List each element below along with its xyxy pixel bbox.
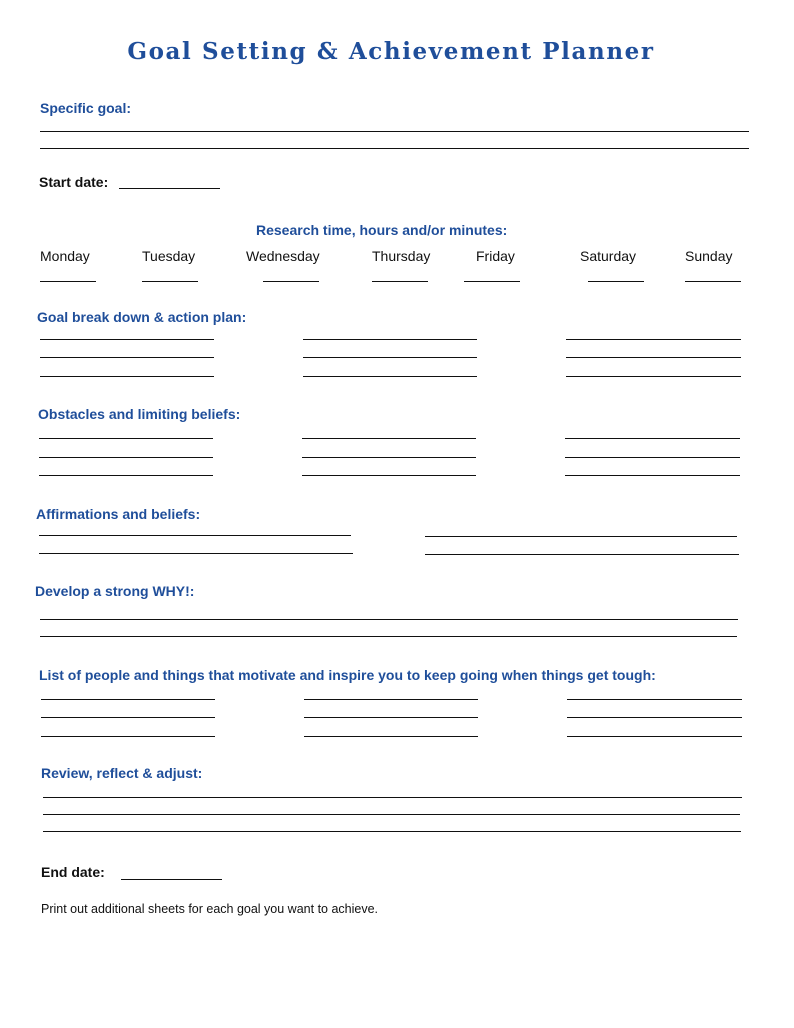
breakdown-line[interactable]	[303, 339, 477, 340]
day-label-sunday: Sunday	[685, 248, 733, 264]
day-label-wednesday: Wednesday	[246, 248, 320, 264]
wednesday-time-line[interactable]	[263, 281, 319, 282]
review-line[interactable]	[43, 797, 742, 798]
research-time-label: Research time, hours and/or minutes:	[256, 222, 508, 238]
why-label: Develop a strong WHY!:	[35, 583, 195, 599]
page-title: Goal Setting & Achievement Planner	[127, 38, 655, 65]
specific-goal-line[interactable]	[40, 148, 749, 149]
review-line[interactable]	[43, 831, 741, 832]
obstacles-line[interactable]	[39, 457, 213, 458]
people-line[interactable]	[567, 736, 742, 737]
people-line[interactable]	[567, 717, 742, 718]
obstacles-line[interactable]	[302, 475, 476, 476]
end-date-line[interactable]	[121, 879, 222, 880]
saturday-time-line[interactable]	[588, 281, 644, 282]
people-line[interactable]	[304, 736, 478, 737]
affirmations-line[interactable]	[425, 536, 737, 537]
obstacles-line[interactable]	[302, 438, 476, 439]
breakdown-line[interactable]	[566, 339, 741, 340]
footer-note: Print out additional sheets for each goal you want to achieve.	[41, 902, 379, 916]
specific-goal-label: Specific goal:	[40, 100, 132, 116]
breakdown-label: Goal break down & action plan:	[37, 309, 247, 325]
affirmations-label: Affirmations and beliefs:	[36, 506, 201, 522]
day-label-thursday: Thursday	[372, 248, 431, 264]
day-label-saturday: Saturday	[580, 248, 637, 264]
thursday-time-line[interactable]	[372, 281, 428, 282]
affirmations-line[interactable]	[39, 553, 353, 554]
day-label-friday: Friday	[476, 248, 515, 264]
day-label-monday: Monday	[40, 248, 90, 264]
day-label-tuesday: Tuesday	[142, 248, 196, 264]
obstacles-line[interactable]	[39, 475, 213, 476]
start-date-line[interactable]	[119, 188, 220, 189]
affirmations-line[interactable]	[425, 554, 739, 555]
end-date-label: End date:	[41, 864, 105, 880]
people-line[interactable]	[41, 699, 215, 700]
breakdown-line[interactable]	[566, 376, 741, 377]
review-line[interactable]	[43, 814, 740, 815]
obstacles-line[interactable]	[39, 438, 213, 439]
breakdown-line[interactable]	[566, 357, 741, 358]
breakdown-line[interactable]	[40, 376, 214, 377]
obstacles-line[interactable]	[565, 457, 740, 458]
obstacles-label: Obstacles and limiting beliefs:	[38, 406, 241, 422]
friday-time-line[interactable]	[464, 281, 520, 282]
tuesday-time-line[interactable]	[142, 281, 198, 282]
obstacles-line[interactable]	[302, 457, 476, 458]
people-line[interactable]	[41, 717, 215, 718]
why-line[interactable]	[40, 619, 738, 620]
sunday-time-line[interactable]	[685, 281, 741, 282]
obstacles-line[interactable]	[565, 475, 740, 476]
monday-time-line[interactable]	[40, 281, 96, 282]
people-line[interactable]	[304, 717, 478, 718]
people-label: List of people and things that motivate and inspire you to keep going when things get tough:	[39, 667, 656, 683]
affirmations-line[interactable]	[39, 535, 351, 536]
review-label: Review, reflect & adjust:	[41, 765, 203, 781]
breakdown-line[interactable]	[303, 357, 477, 358]
why-line[interactable]	[40, 636, 737, 637]
specific-goal-line[interactable]	[40, 131, 749, 132]
breakdown-line[interactable]	[303, 376, 477, 377]
people-line[interactable]	[304, 699, 478, 700]
obstacles-line[interactable]	[565, 438, 740, 439]
breakdown-line[interactable]	[40, 357, 214, 358]
people-line[interactable]	[567, 699, 742, 700]
start-date-label: Start date:	[39, 174, 109, 190]
people-line[interactable]	[41, 736, 215, 737]
breakdown-line[interactable]	[40, 339, 214, 340]
